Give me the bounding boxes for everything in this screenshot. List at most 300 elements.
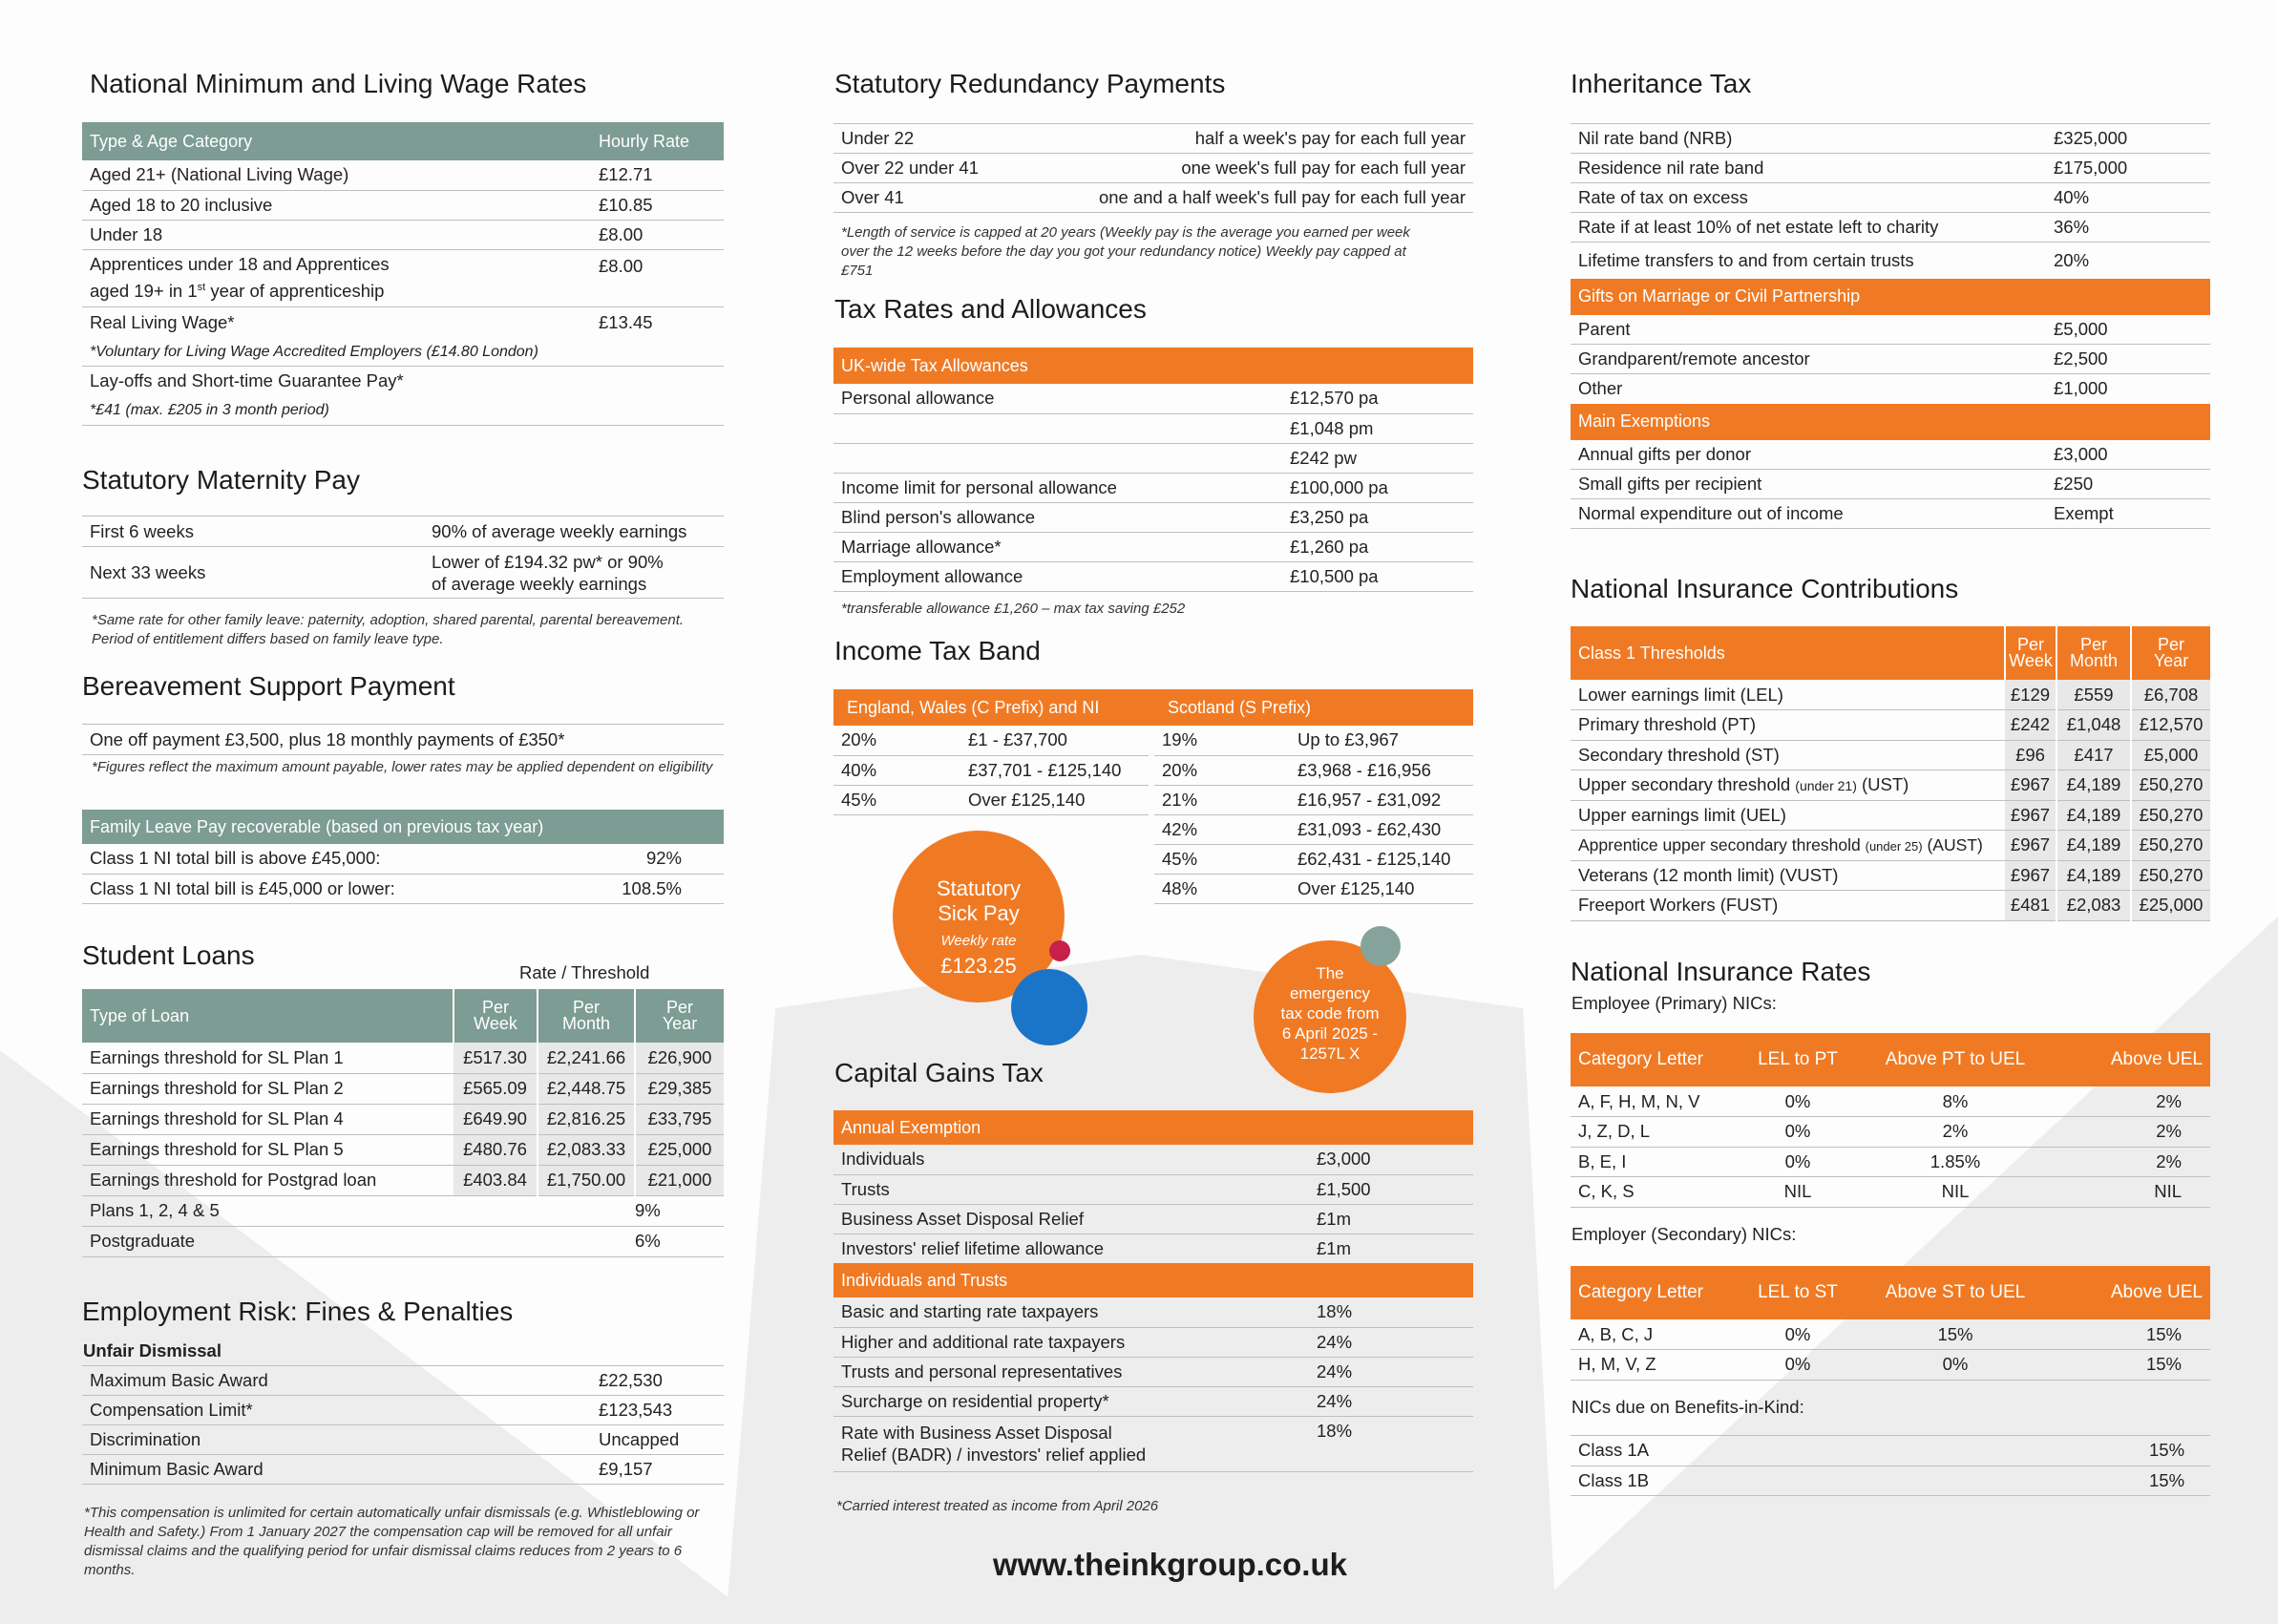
header-category-letter: Category Letter: [1571, 1033, 1740, 1086]
band-range: £1 - £37,700: [960, 726, 1149, 755]
table-row: Personal allowance: [833, 384, 1282, 413]
nic-thresholds-table: [1571, 626, 2210, 921]
value-month: £4,189: [2057, 831, 2131, 861]
maternity-note-1: *Same rate for other family leave: paternity, adoption, shared parental, parental bereavement.: [92, 612, 685, 628]
iht-value: £325,000: [2046, 124, 2210, 154]
value-month: £2,083.33: [538, 1134, 635, 1165]
tax-allowances-note: *transferable allowance £1,260 – max tax saving £252: [841, 601, 1186, 617]
header-year: Year: [2153, 651, 2189, 670]
family-leave-table: [82, 810, 724, 904]
value-week: £967: [2005, 860, 2057, 891]
header-class1-thresholds: Class 1 Thresholds: [1571, 626, 2005, 680]
band-rate: 40%: [833, 755, 960, 785]
category-letter: B, E, I: [1571, 1147, 1740, 1177]
rate-value: 0%: [1855, 1350, 2056, 1381]
table-row: Other: [1578, 378, 1623, 399]
maternity-value: [424, 547, 724, 599]
table-row: Secondary threshold (ST): [1571, 740, 2005, 770]
table-row: Upper earnings limit (UEL): [1571, 800, 2005, 831]
rate-value: 15%: [2141, 1436, 2210, 1466]
employee-nics-table: [1571, 1033, 2210, 1208]
cgt-table: [833, 1110, 1473, 1472]
value-month: £2,241.66: [538, 1043, 635, 1073]
value-year: £21,000: [635, 1165, 724, 1195]
table-row: Individuals: [833, 1145, 1309, 1174]
redundancy-value: one and a half week's full pay for each full year: [1012, 183, 1473, 213]
crimson-dot: [1049, 940, 1070, 961]
rate-value: 15%: [2056, 1319, 2210, 1350]
table-row: Class 1A: [1571, 1436, 2141, 1466]
allowance-value: £3,250 pa: [1282, 502, 1473, 532]
family-leave-header: Family Leave Pay recoverable (based on previous tax year): [82, 810, 724, 844]
band-range: Over £125,140: [1290, 874, 1473, 903]
table-row: Lifetime transfers to and from certain trusts: [1578, 249, 1914, 270]
table-row: Small gifts per recipient: [1571, 470, 2046, 499]
value-month: £2,816.25: [538, 1104, 635, 1134]
income-tax-table-scotland: [1154, 726, 1473, 904]
table-row: Earnings threshold for SL Plan 1: [82, 1043, 453, 1073]
income-tax-header: [833, 689, 1473, 726]
table-row: Nil rate band (NRB): [1571, 124, 2046, 154]
value-year: £25,000: [635, 1134, 724, 1165]
exemption-value: £3,000: [2046, 440, 2210, 470]
redundancy-value: half a week's pay for each full year: [1012, 124, 1473, 154]
redundancy-table: [833, 123, 1473, 213]
rate-value: 0%: [1740, 1117, 1855, 1148]
value-month: £417: [2057, 740, 2131, 770]
individuals-trusts-header: Individuals and Trusts: [833, 1263, 1473, 1297]
allowance-value: £1,048 pm: [1282, 413, 1473, 443]
header-per-month: [538, 989, 635, 1043]
table-row: Earnings threshold for SL Plan 5: [82, 1134, 453, 1165]
category-letter: H, M, V, Z: [1571, 1350, 1740, 1381]
value-year: £50,270: [2131, 770, 2210, 801]
compensation-note: [84, 1504, 699, 1580]
rate-value: 15%: [1855, 1319, 2056, 1350]
rate-value: NIL: [1855, 1177, 2056, 1208]
table-row: Normal expenditure out of income: [1571, 499, 2046, 529]
band-rate: 20%: [1154, 755, 1290, 785]
emergency-line: 1257L X: [1299, 1044, 1360, 1063]
employee-nics-label: Employee (Primary) NICs:: [1571, 993, 1777, 1013]
rate-value: 2%: [1855, 1117, 2056, 1148]
allowance-value: £10,500 pa: [1282, 561, 1473, 591]
exemptions-header: Main Exemptions: [1571, 404, 2210, 440]
value-week: £480.76: [453, 1134, 538, 1165]
minimum-wage-table: [82, 122, 724, 426]
gift-value: £5,000: [2046, 315, 2210, 345]
value-month: £559: [2057, 680, 2131, 710]
tax-allowances-table: [833, 348, 1473, 592]
table-row: Trusts: [833, 1174, 1309, 1204]
note-line: months.: [84, 1562, 136, 1578]
table-row: Veterans (12 month limit) (VUST): [1571, 860, 2005, 891]
rate-value: £8.00: [591, 220, 724, 249]
income-tax-table-england: [833, 726, 1149, 815]
band-range: £37,701 - £125,140: [960, 755, 1149, 785]
table-row: Annual gifts per donor: [1571, 440, 2046, 470]
bik-label: NICs due on Benefits-in-Kind:: [1571, 1397, 1804, 1417]
grey-dot: [1360, 926, 1401, 966]
table-row: Earnings threshold for SL Plan 4: [82, 1104, 453, 1134]
table-row: Aged 18 to 20 inclusive: [82, 190, 591, 220]
value-week: £967: [2005, 831, 2057, 861]
value-week: £481: [2005, 891, 2057, 921]
ssp-text: [893, 876, 1065, 979]
value-year: £12,570: [2131, 710, 2210, 741]
row-label-end: (AUST): [1922, 834, 1983, 854]
value-week: £129: [2005, 680, 2057, 710]
header-per-year: [635, 989, 724, 1043]
value-month: £1,750.00: [538, 1165, 635, 1195]
value-month: £4,189: [2057, 800, 2131, 831]
badr-line1: Rate with Business Asset Disposal: [841, 1423, 1112, 1443]
employer-nics-label: Employer (Secondary) NICs:: [1571, 1224, 1797, 1244]
bereavement-row: One off payment £3,500, plus 18 monthly payments of £350*: [82, 725, 724, 755]
exemption-value: Exempt: [2046, 499, 2210, 529]
header-scotland: Scotland (S Prefix): [1168, 698, 1312, 717]
inheritance-title: Inheritance Tax: [1571, 69, 1752, 98]
table-row: Residence nil rate band: [1571, 154, 2046, 183]
note-line: Health and Safety.) From 1 January 2027 the compensation cap will be removed for all unfair: [84, 1524, 672, 1540]
header-above-uel: Above UEL: [2056, 1033, 2210, 1086]
emergency-line: emergency: [1289, 984, 1371, 1002]
band-range: Over £125,140: [960, 785, 1149, 814]
value-week: £967: [2005, 770, 2057, 801]
note-line: dismissal claims and the qualifying period for unfair dismissal claims reduces from 2 years to 6: [84, 1543, 683, 1559]
table-row: Income limit for personal allowance: [833, 473, 1282, 502]
table-row: Discrimination: [82, 1425, 591, 1455]
value-month: £1,048: [2057, 710, 2131, 741]
header-type-of-loan: Type of Loan: [82, 989, 453, 1043]
table-row: [833, 413, 1282, 443]
header-per: Per: [2079, 635, 2107, 654]
rate-value: 0%: [1740, 1319, 1855, 1350]
cgt-title: Capital Gains Tax: [834, 1058, 1044, 1087]
table-row: Surcharge on residential property*: [833, 1386, 1309, 1416]
header-per: Per: [2157, 635, 2184, 654]
table-row: First 6 weeks: [82, 517, 424, 547]
band-rate: 19%: [1154, 726, 1290, 755]
family-leave-value: 92%: [566, 844, 724, 874]
unfair-dismissal-subtitle: Unfair Dismissal: [83, 1340, 221, 1360]
rate-value: 2%: [2056, 1147, 2210, 1177]
bereavement-title: Bereavement Support Payment: [82, 671, 455, 701]
unfair-dismissal-table: [82, 1365, 724, 1485]
emergency-line: The: [1316, 964, 1344, 982]
income-tax-title: Income Tax Band: [834, 636, 1041, 665]
value-month: £4,189: [2057, 770, 2131, 801]
table-row: Maximum Basic Award: [82, 1366, 591, 1396]
rate-value: 15%: [2056, 1350, 2210, 1381]
table-row: Lower earnings limit (LEL): [1571, 680, 2005, 710]
iht-value: 20%: [2054, 249, 2090, 270]
exemption-value: £250: [2046, 470, 2210, 499]
cgt-value: 18%: [1309, 1297, 1473, 1327]
note-line: over the 12 weeks before the day you got your redundancy notice) Weekly pay capped at: [841, 243, 1406, 260]
badr-line2: Relief (BADR) / investors' relief applied: [841, 1445, 1147, 1465]
bik-table: [1571, 1435, 2210, 1496]
band-rate: 45%: [1154, 844, 1290, 874]
rate-value: NIL: [1740, 1177, 1855, 1208]
value-week: £967: [2005, 800, 2057, 831]
student-loans-title: Student Loans: [82, 940, 255, 970]
header-lel-to-st: LEL to ST: [1740, 1266, 1855, 1319]
value-year: £6,708: [2131, 680, 2210, 710]
layoffs-note: *£41 (max. £205 in 3 month period): [82, 396, 724, 425]
table-row: Grandparent/remote ancestor: [1571, 345, 2046, 374]
table-row: Under 22: [833, 124, 1012, 154]
iht-value: £175,000: [2046, 154, 2210, 183]
row-label-end: (UST): [1856, 774, 1909, 795]
value-week: £517.30: [453, 1043, 538, 1073]
header-type-age: Type & Age Category: [82, 122, 591, 160]
rate-value: 9%: [635, 1195, 724, 1226]
band-range: £31,093 - £62,430: [1290, 814, 1473, 844]
redundancy-title: Statutory Redundancy Payments: [834, 69, 1226, 98]
row-label: Upper secondary threshold: [1578, 774, 1796, 795]
employment-risk-title: Employment Risk: Fines & Penalties: [82, 1297, 514, 1326]
allowance-value: £12,570 pa: [1282, 384, 1473, 413]
band-range: £62,431 - £125,140: [1290, 844, 1473, 874]
category-letter: J, Z, D, L: [1571, 1117, 1740, 1148]
band-rate: 20%: [833, 726, 960, 755]
row-label: Apprentice upper secondary threshold: [1578, 834, 1866, 854]
maternity-title: Statutory Maternity Pay: [82, 465, 361, 495]
award-value: Uncapped: [591, 1425, 724, 1455]
bereavement-table: [82, 724, 724, 755]
iht-value: 40%: [2046, 183, 2210, 213]
allowance-value: £242 pw: [1282, 443, 1473, 473]
band-range: £16,957 - £31,092: [1290, 785, 1473, 814]
emergency-text: [1254, 963, 1406, 1064]
rate-value: 0%: [1740, 1147, 1855, 1177]
rate-threshold-label: Rate / Threshold: [519, 962, 650, 982]
rate-value: £10.85: [591, 190, 724, 220]
table-row: Basic and starting rate taxpayers: [833, 1297, 1309, 1327]
employer-nics-table: [1571, 1266, 2210, 1381]
value-month: £2,083: [2057, 891, 2131, 921]
table-row: Over 22 under 41: [833, 154, 1012, 183]
header-category-letter: Category Letter: [1571, 1266, 1740, 1319]
allowance-value: £100,000 pa: [1282, 473, 1473, 502]
cgt-value: £3,000: [1309, 1145, 1473, 1174]
table-row: Investors' relief lifetime allowance: [841, 1237, 1104, 1258]
family-leave-value: 108.5%: [566, 874, 724, 903]
rate-value: £8.00: [591, 249, 724, 306]
minimum-wage-title: National Minimum and Living Wage Rates: [90, 69, 587, 98]
header-above-st-to-uel: Above ST to UEL: [1855, 1266, 2056, 1319]
table-row: Employment allowance: [833, 561, 1282, 591]
note-line: *This compensation is unlimited for certain automatically unfair dismissals (e.g. Whistleblowing or: [84, 1505, 700, 1521]
superscript-st: st: [197, 282, 206, 294]
value-week: £96: [2005, 740, 2057, 770]
table-row: Next 33 weeks: [82, 547, 424, 599]
tax-rates-title: Tax Rates and Allowances: [834, 294, 1147, 324]
cgt-value: £1m: [1309, 1204, 1473, 1234]
table-row: Trusts and personal representatives: [833, 1357, 1309, 1386]
table-row: Over 41: [833, 183, 1012, 213]
rate-value: NIL: [2056, 1177, 2210, 1208]
table-row: Parent: [1571, 315, 2046, 345]
nic-title: National Insurance Contributions: [1571, 574, 1959, 603]
value-week: £565.09: [453, 1073, 538, 1104]
ssp-weekly-rate-label: Weekly rate: [940, 933, 1017, 949]
blue-dot: [1011, 969, 1087, 1045]
table-row: Minimum Basic Award: [82, 1455, 591, 1485]
table-row: [833, 1416, 1309, 1471]
header-year: Year: [662, 1014, 698, 1033]
value-year: £50,270: [2131, 831, 2210, 861]
table-row: [1571, 770, 2005, 801]
cgt-value: 24%: [1309, 1357, 1473, 1386]
row-label-small: (under 25): [1865, 838, 1923, 854]
award-value: £22,530: [591, 1366, 724, 1396]
header-per-month: [2057, 626, 2131, 680]
award-value: £9,157: [591, 1455, 724, 1485]
table-row: Primary threshold (PT): [1571, 710, 2005, 741]
cgt-note: *Carried interest treated as income from April 2026: [836, 1498, 1159, 1514]
website-url[interactable]: www.theinkgroup.co.uk: [993, 1547, 1347, 1582]
rate-value: 6%: [635, 1226, 724, 1256]
value-week: £403.84: [453, 1165, 538, 1195]
apprentices-line1: Apprentices under 18 and Apprentices: [90, 254, 390, 275]
table-row: Rate of tax on excess: [1571, 183, 2046, 213]
maternity-table: [82, 516, 724, 599]
band-rate: 48%: [1154, 874, 1290, 903]
band-rate: 42%: [1154, 814, 1290, 844]
table-row: Class 1 NI total bill is above £45,000:: [82, 844, 566, 874]
table-row: Rate if at least 10% of net estate left to charity: [1571, 213, 2046, 243]
header-per: Per: [572, 998, 600, 1017]
header-month: Month: [2069, 651, 2119, 670]
cgt-value: 18%: [1309, 1416, 1473, 1471]
note-line: £751: [841, 263, 874, 279]
value-week: £242: [2005, 710, 2057, 741]
gift-value: £2,500: [2046, 345, 2210, 374]
rate-value: £12.71: [591, 160, 724, 190]
category-letter: A, B, C, J: [1571, 1319, 1740, 1350]
table-row: Under 18: [82, 220, 591, 249]
table-row: Aged 21+ (National Living Wage): [82, 160, 591, 190]
maternity-value: 90% of average weekly earnings: [424, 517, 724, 547]
header-lel-to-pt: LEL to PT: [1740, 1033, 1855, 1086]
redundancy-value: one week's full pay for each full year: [1012, 154, 1473, 183]
rate-value: 15%: [2141, 1466, 2210, 1496]
iht-value: 36%: [2046, 213, 2210, 243]
apprentices-line2-end: year of apprenticeship: [205, 281, 385, 302]
ssp-line: Statutory: [936, 876, 1022, 900]
header-per-year: [2131, 626, 2210, 680]
ssp-line: Sick Pay: [938, 901, 1020, 925]
note-line: *Length of service is capped at 20 years (Weekly pay is the average you earned per week: [841, 224, 1410, 241]
value-year: £26,900: [635, 1043, 724, 1073]
value-month: £2,448.75: [538, 1073, 635, 1104]
header-england-wales-ni: England, Wales (C Prefix) and NI: [847, 698, 1100, 717]
value-year: £50,270: [2131, 860, 2210, 891]
rate-value: 8%: [1855, 1086, 2056, 1117]
table-row: Earnings threshold for SL Plan 2: [82, 1073, 453, 1104]
rlw-note: *Voluntary for Living Wage Accredited Employers (£14.80 London): [82, 339, 724, 366]
value-month: £4,189: [2057, 860, 2131, 891]
apprentices-line2: aged 19+ in 1: [90, 281, 198, 302]
table-row: Postgraduate: [82, 1226, 635, 1256]
header-month: Month: [561, 1014, 611, 1033]
band-rate: 21%: [1154, 785, 1290, 814]
rate-value: 0%: [1740, 1350, 1855, 1381]
table-row: Freeport Workers (FUST): [1571, 891, 2005, 921]
category-letter: C, K, S: [1571, 1177, 1740, 1208]
header-above-pt-to-uel: Above PT to UEL: [1855, 1033, 2056, 1086]
cgt-value: 24%: [1309, 1386, 1473, 1416]
ni-rates-title: National Insurance Rates: [1571, 957, 1871, 986]
annual-exemption-header: Annual Exemption: [833, 1110, 1473, 1145]
value-year: £33,795: [635, 1104, 724, 1134]
cgt-value: £1,500: [1309, 1174, 1473, 1204]
table-row: [82, 249, 591, 306]
gifts-header: Gifts on Marriage or Civil Partnership: [1571, 279, 2210, 315]
gift-value: £1,000: [2054, 378, 2108, 399]
table-row: Class 1 NI total bill is £45,000 or lower:: [82, 874, 566, 903]
rate-value: 0%: [1740, 1086, 1855, 1117]
table-row: Earnings threshold for Postgrad loan: [82, 1165, 453, 1195]
rate-value: 2%: [2056, 1086, 2210, 1117]
table-row: Business Asset Disposal Relief: [833, 1204, 1309, 1234]
header-per: Per: [481, 998, 509, 1017]
value-week: £649.90: [453, 1104, 538, 1134]
cgt-value: £1m: [1317, 1237, 1351, 1258]
table-row: Blind person's allowance: [833, 502, 1282, 532]
table-row: Higher and additional rate taxpayers: [833, 1327, 1309, 1357]
cgt-value: 24%: [1309, 1327, 1473, 1357]
rate-value: 1.85%: [1855, 1147, 2056, 1177]
award-value: £123,543: [591, 1396, 724, 1425]
maternity-value-line2: of average weekly earnings: [432, 573, 647, 594]
table-row: Class 1B: [1571, 1466, 2141, 1496]
band-range: Up to £3,967: [1290, 726, 1473, 755]
emergency-line: 6 April 2025 -: [1281, 1024, 1379, 1043]
table-row: Real Living Wage*: [90, 312, 235, 333]
value-year: £29,385: [635, 1073, 724, 1104]
header-per: Per: [2016, 635, 2044, 654]
rate-value: £13.45: [599, 312, 653, 333]
row-label-small: (under 21): [1795, 778, 1857, 794]
student-loans-table: [82, 989, 724, 1257]
bereavement-note: *Figures reflect the maximum amount payable, lower rates may be applied dependent on eligibility: [92, 759, 713, 775]
ssp-value: £123.25: [940, 954, 1017, 978]
table-row: [833, 443, 1282, 473]
allowance-value: £1,260 pa: [1282, 532, 1473, 561]
band-rate: 45%: [833, 785, 960, 814]
header-above-uel: Above UEL: [2056, 1266, 2210, 1319]
inheritance-table: [1571, 123, 2210, 529]
table-row: Marriage allowance*: [833, 532, 1282, 561]
value-year: £5,000: [2131, 740, 2210, 770]
layoffs-row: Lay-offs and Short-time Guarantee Pay*: [90, 370, 404, 391]
header-hourly-rate: Hourly Rate: [591, 122, 724, 160]
redundancy-note: [841, 223, 1410, 281]
category-letter: A, F, H, M, N, V: [1571, 1086, 1740, 1117]
header-per: Per: [665, 998, 693, 1017]
value-year: £50,270: [2131, 800, 2210, 831]
header-per-week: [2005, 626, 2057, 680]
header-week: Week: [474, 1014, 517, 1033]
maternity-value-line1: Lower of £194.32 pw* or 90%: [432, 551, 664, 572]
table-row: Compensation Limit*: [82, 1396, 591, 1425]
maternity-note-2: Period of entitlement differs based on family leave type.: [92, 631, 444, 647]
band-range: £3,968 - £16,956: [1290, 755, 1473, 785]
rate-value: 2%: [2056, 1117, 2210, 1148]
